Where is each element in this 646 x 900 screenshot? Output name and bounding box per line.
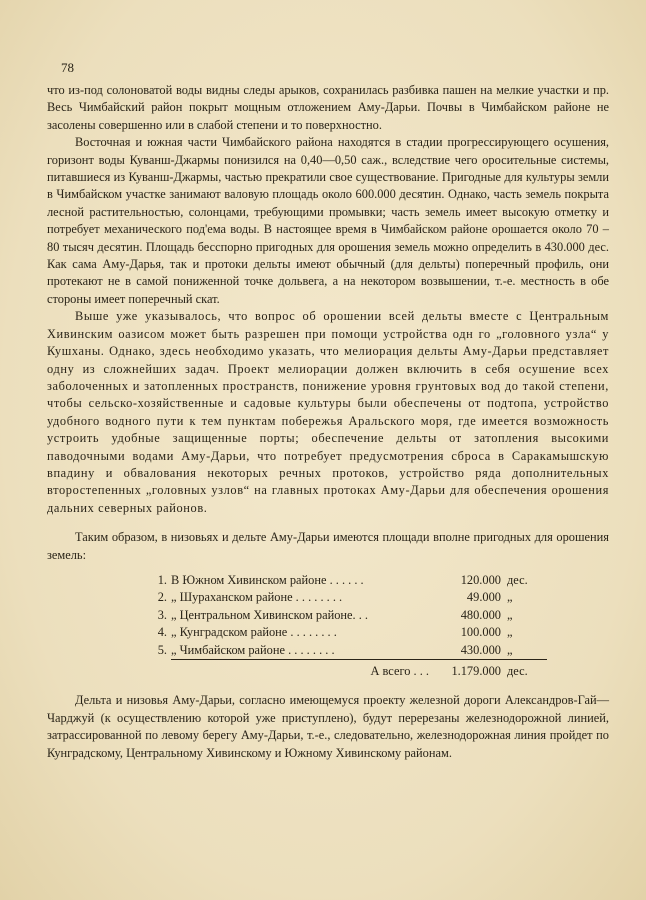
area-num: 3. [157,607,167,622]
area-num: 5. [157,642,167,657]
area-value: 480.000 [460,607,501,622]
area-row [139,642,547,660]
total-label: А всего . . . [171,660,437,681]
area-unit: дес. [507,572,528,587]
area-row [139,589,547,606]
paragraph-5: Дельта и низовья Аму-Дарьи, согласно имеющемуся проекту железной дороги Александров-Гай—Чарджуй (к осуществлению которой уже приступлено), будут перерезаны железнодорожной линией, затрассированной по левому берегу Аму-Дарьи, т.-е., следовательно, железнодорожная линия пройдет по Кунградскому, Центральному Хивинскому и Южному Хивинскому районам. [47,693,609,760]
total-unit: дес. [501,660,547,681]
area-num: 4. [157,625,167,640]
area-unit: „ [507,590,513,605]
paragraph-3: Выше уже указывалось, что вопрос об орошении всей дельты вместе с Центральным Хивинским оазисом может быть разрешен при помощи устройства одн го „головного узла“ у Кушханы. Однако, здесь необходимо указать, что мелиорация дельты Аму-Дарьи представляет одну из сложнейших задач. Проект мелиорации должен включить в себя осушение всех заболоченных и затопленных пространств, понижение уровня грунтовых вод до такой степени, чтобы сельско-хозяйственные и садовые культуры были обеспечены от подтопа, устройство удобного водного пути к тем пунктам побережья Аральского моря, где имеется возможность устроить удобные защищенные порты; обеспечение дельты от затопления высокими паводочными водами Аму-Дарьи, что потребует предусмотрения сброса в Саракамышскую впадину и обвалования некоторых речных протоков, устройство ряда дополнительных второстепенных „головных узлов“ на главных протоках Аму-Дарьи для обеспечения орошения дальних северных районов. [47,309,609,515]
spacer [47,517,609,529]
page-number: 78 [61,60,74,75]
area-unit: „ [507,642,513,657]
area-num: 1. [157,572,167,587]
area-unit: „ [507,607,513,622]
area-name: В Южном Хивинском районе . . . . . . [171,572,364,587]
area-num: 2. [157,590,167,605]
paragraph-4: Таким образом, в низовьях и дельте Аму-Дарьи имеются площади вполне пригодных для орошения земель: [47,530,609,562]
area-value: 49.000 [466,590,501,605]
area-name: „ Шураханском районе . . . . . . . . [171,590,343,605]
area-row [139,624,547,641]
area-row [139,572,547,589]
paragraph-2: Восточная и южная части Чимбайского района находятся в стадии прогрессирующего осушения, горизонт воды Куванш-Джармы понизился на 0,40—0,50 саж., вследствие чего оросительные системы, питавшиеся из Куванш-Джармы, частью прекратили свое существование. Пригодные для культуры земли в Чимбайском участке занимают валовую площадь около 600.000 десятин. Однако, часть земель покрыта лесной растительностью, солонцами, требующими промывки; часть земель имеет высокую отметку и потребует механического под'ема воды. В настоящее время в Чимбайском районе орошается около 70 – 80 тысяч десятин. Площадь бесспорно пригодных для орошения земель можно определить в 430.000 дес. Как сама Аму-Дарья, так и протоки дельты имеют обычный (для дельты) поперечный профиль, они протекают не в самой пониженной точке дольвега, а на некотором возвышении, т.-е. местность в обе стороны имеет поперечный скат. [47,135,609,306]
areas-table [139,572,547,680]
area-value: 100.000 [460,625,501,640]
area-row [139,607,547,624]
area-value: 430.000 [460,642,501,657]
total-value: 1.179.000 [437,660,501,681]
body-text [47,82,609,762]
area-name: „ Центральном Хивинском районе. . . [171,607,369,622]
area-value: 120.000 [460,572,501,587]
total-row [139,660,547,681]
area-unit: „ [507,625,513,640]
paragraph-1: что из-под солоноватой воды видны следы арыков, сохранилась разбивка пашен на мелкие участки и пр. Весь Чимбайский район покрыт мощным отложением Аму-Дарьи. Почвы в Чимбайском районе не засолены совершенно или в слабой степени и то поверхностно. [47,83,609,132]
area-name: „ Кунградском районе . . . . . . . . [171,625,337,640]
area-name: „ Чимбайском районе . . . . . . . . [171,642,335,657]
